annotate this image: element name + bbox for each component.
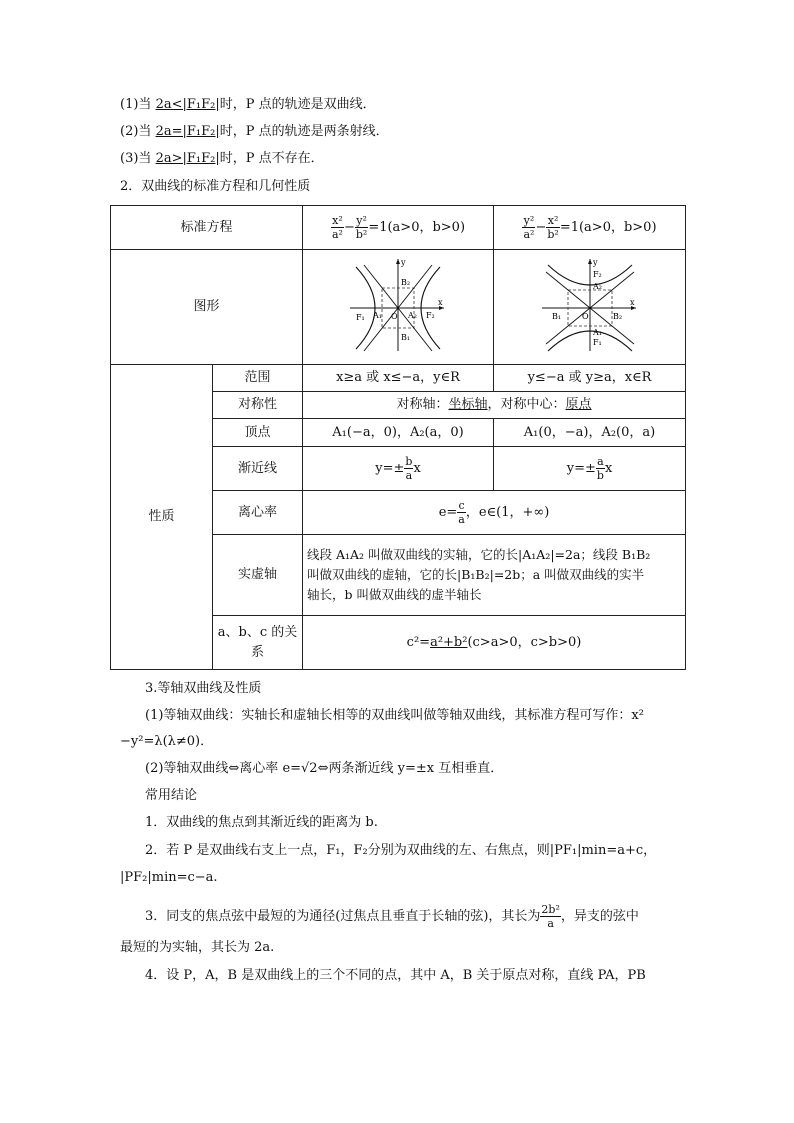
fraction: $\frac{\text{x²}}{\text{b²}}$ bbox=[547, 214, 559, 241]
row-header-graph: 图形 bbox=[111, 250, 303, 365]
symmetry-value: 对称轴：坐标轴，对称中心：原点 bbox=[303, 392, 686, 419]
equation-y-axis: $\frac{\text{y²}}{\text{a²}}$ − $\frac{\text{x²}}{\text{b²}}$ =1(a>0，b>0) bbox=[494, 206, 686, 250]
svg-text:B₁: B₁ bbox=[551, 311, 561, 321]
label-abc-relation: a、b、c 的关 系 bbox=[213, 616, 303, 670]
axis-line: 叫做双曲线的虚轴，它的长|B₁B₂|=2b；a 叫做双曲线的实半 bbox=[307, 567, 645, 582]
eccentricity-value: e= $\frac{c}{a}$ ，e∈(1，+∞) bbox=[303, 491, 686, 535]
intro-line-2 bbox=[120, 122, 389, 142]
fraction: $\frac{c}{a}$ bbox=[458, 499, 465, 526]
graph-y-axis-hyperbola bbox=[494, 250, 686, 365]
conclusion-3a: 3．同支的焦点弦中最短的为通径(过焦点且垂直于长轴的弦)，其长为 $\frac{\text{2b²}}{a}$ ，异支的弦中 bbox=[145, 903, 639, 930]
axis-description bbox=[303, 535, 686, 616]
intro-text: 时，P 点不存在． bbox=[219, 151, 324, 166]
svg-text:B₂: B₂ bbox=[401, 277, 411, 287]
conclusion-2b: |PF₂|min=c−a. bbox=[120, 870, 218, 885]
fraction: $\frac{\text{x²}}{\text{a²}}$ bbox=[331, 214, 343, 241]
svg-text:A₁: A₁ bbox=[592, 327, 602, 337]
asymptote-x-axis: y=± $\frac{b}{a}$ x bbox=[303, 447, 494, 491]
fraction: $\frac{b}{a}$ bbox=[405, 455, 413, 482]
intro-text: (1)当 bbox=[120, 97, 156, 112]
hyperbola-properties-table bbox=[110, 205, 686, 670]
axis-line: 线段 A₁A₂ 叫做双曲线的实轴，它的长|A₁A₂|=2a；线段 B₁B₂ bbox=[307, 547, 651, 562]
svg-text:x: x bbox=[629, 297, 635, 307]
intro-underlined: 2a=|F₁F₂| bbox=[155, 124, 220, 139]
intro-text: 时，P 点的轨迹是两条射线． bbox=[219, 124, 389, 139]
hyperbola-x-figure bbox=[346, 255, 450, 353]
conclusion-3b: 最短的为实轴，其长为 2a. bbox=[120, 940, 275, 955]
svg-text:O: O bbox=[581, 311, 589, 321]
intro-text: (3)当 bbox=[120, 151, 156, 166]
fraction: $\frac{a}{b}$ bbox=[596, 455, 604, 482]
conclusion-4: 4．设 P，A，B 是双曲线上的三个不同的点，其中 A，B 关于原点对称，直线 PA，PB bbox=[145, 968, 646, 983]
intro-text: 时，P 点的轨迹是双曲线． bbox=[219, 97, 376, 112]
fraction: $\frac{\text{y²}}{\text{a²}}$ bbox=[523, 214, 535, 241]
asymptote-y-axis: y=± $\frac{a}{b}$ x bbox=[494, 447, 686, 491]
intro-line-3 bbox=[120, 149, 324, 169]
svg-text:F₁: F₁ bbox=[592, 337, 602, 347]
vertices-x-axis: A₁(−a，0)，A₂(a，0) bbox=[303, 419, 494, 447]
section-3-p1a: (1)等轴双曲线：实轴长和虚轴长相等的双曲线叫做等轴双曲线，其标准方程可写作：x² bbox=[145, 708, 644, 723]
svg-text:A₁: A₁ bbox=[373, 310, 382, 320]
svg-text:A₂: A₂ bbox=[408, 310, 417, 320]
svg-text:y: y bbox=[401, 257, 406, 267]
svg-text:O: O bbox=[391, 311, 398, 321]
section-3-p1b: −y²=λ(λ≠0)． bbox=[120, 734, 214, 749]
svg-text:B₁: B₁ bbox=[401, 332, 411, 342]
label-real-imaginary-axis: 实虚轴 bbox=[213, 535, 303, 616]
axis-line: 轴长，b 叫做双曲线的虚半轴长 bbox=[307, 587, 482, 602]
label-eccentricity: 离心率 bbox=[213, 491, 303, 535]
svg-text:F₂: F₂ bbox=[592, 269, 602, 279]
fraction: $\frac{\text{2b²}}{a}$ bbox=[541, 903, 560, 930]
row-header-properties: 性质 bbox=[111, 365, 213, 670]
fraction: $\frac{\text{y²}}{\text{b²}}$ bbox=[355, 214, 368, 241]
range-y-axis: y≤−a 或 y≥a，x∈R bbox=[494, 365, 686, 392]
label-range: 范围 bbox=[213, 365, 303, 392]
svg-text:x: x bbox=[438, 297, 443, 307]
svg-text:y: y bbox=[592, 257, 598, 267]
equation-x-axis: $\frac{\text{x²}}{\text{a²}}$ − $\frac{\text{y²}}{\text{b²}}$ =1(a>0，b>0) bbox=[303, 206, 494, 250]
conclusions-title: 常用结论 bbox=[145, 788, 198, 803]
intro-line-1 bbox=[120, 95, 376, 115]
label-asymptote: 渐近线 bbox=[213, 447, 303, 491]
range-x-axis: x≥a 或 x≤−a，y∈R bbox=[303, 365, 494, 392]
abc-relation-value: c²=a²+b²(c>a>0，c>b>0) bbox=[303, 616, 686, 670]
intro-underlined: 2a>|F₁F₂| bbox=[155, 151, 220, 166]
section-3-title: 3.等轴双曲线及性质 bbox=[145, 681, 262, 696]
graph-x-axis-hyperbola bbox=[303, 250, 494, 365]
label-vertices: 顶点 bbox=[213, 419, 303, 447]
intro-text: (2)当 bbox=[120, 124, 156, 139]
hyperbola-y-figure bbox=[538, 255, 642, 353]
conclusion-1: 1．双曲线的焦点到其渐近线的距离为 b. bbox=[145, 815, 378, 830]
table-row bbox=[111, 206, 686, 250]
vertices-y-axis: A₁(0，−a)，A₂(0，a) bbox=[494, 419, 686, 447]
svg-text:F₂: F₂ bbox=[426, 310, 435, 320]
svg-text:F₁: F₁ bbox=[356, 312, 365, 322]
section-2-title: 2．双曲线的标准方程和几何性质 bbox=[120, 179, 311, 194]
svg-text:B₂: B₂ bbox=[612, 311, 622, 321]
table-row bbox=[111, 365, 686, 392]
section-3-p2: (2)等轴双曲线⇔离心率 e=√2⇔两条渐近线 y=±x 互相垂直． bbox=[145, 761, 504, 776]
label-symmetry: 对称性 bbox=[213, 392, 303, 419]
conclusion-2a: 2．若 P 是双曲线右支上一点，F₁，F₂分别为双曲线的左、右焦点，则|PF₁|min=a+c， bbox=[145, 843, 657, 858]
table-row bbox=[111, 250, 686, 365]
svg-text:A₂: A₂ bbox=[592, 281, 602, 291]
row-header-standard-equation: 标准方程 bbox=[111, 206, 303, 250]
intro-underlined: 2a<|F₁F₂| bbox=[155, 97, 220, 112]
